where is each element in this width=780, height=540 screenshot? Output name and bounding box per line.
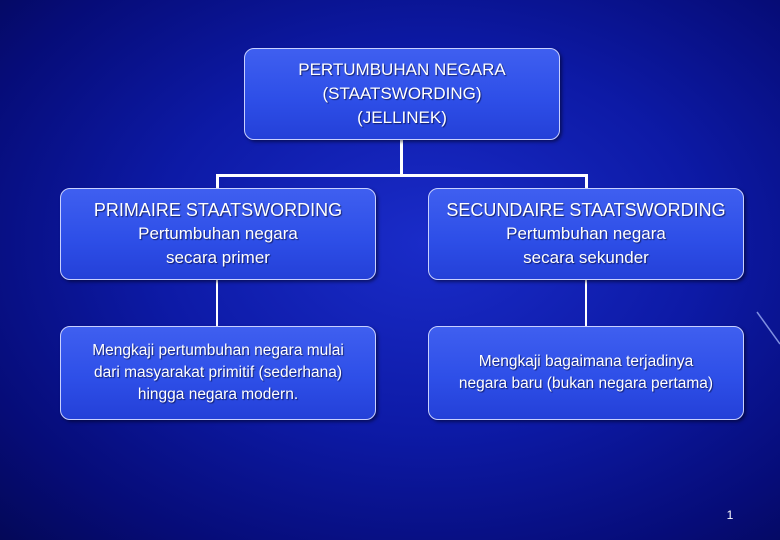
slide-number: 1 (726, 508, 734, 522)
secundaire-desc-line-1: Mengkaji bagaimana terjadinya (478, 353, 694, 370)
primaire-subtitle-2: secara primer (166, 248, 270, 267)
primaire-desc-line-2: dari masyarakat primitif (sederhana) (93, 364, 343, 381)
connector-root-down (400, 140, 403, 176)
secundaire-node (428, 188, 744, 280)
connector-right-down (585, 174, 588, 188)
connector-left-vertical (216, 280, 218, 326)
secundaire-description-node (428, 326, 744, 420)
decorative-diagonal-line (755, 310, 780, 350)
secundaire-subtitle-1: Pertumbuhan negara (506, 224, 666, 243)
secundaire-subtitle-2: secara sekunder (523, 248, 649, 267)
primaire-desc-line-3: hingga negara modern. (137, 386, 299, 403)
primaire-desc-line-1: Mengkaji pertumbuhan negara mulai (92, 342, 344, 359)
primaire-title: PRIMAIRE STAATSWORDING (93, 200, 343, 220)
primaire-subtitle-1: Pertumbuhan negara (138, 224, 298, 243)
root-line-2: (STAATSWORDING) (322, 84, 482, 103)
root-node (244, 48, 560, 140)
secundaire-desc-line-2: negara baru (bukan negara pertama) (458, 375, 714, 392)
connector-horizontal (216, 174, 588, 177)
secundaire-title: SECUNDAIRE STAATSWORDING (446, 200, 726, 220)
root-line-3: (JELLINEK) (357, 108, 447, 127)
connector-left-down (216, 174, 219, 188)
root-line-1: PERTUMBUHAN NEGARA (298, 60, 506, 79)
connector-right-vertical (585, 280, 587, 326)
primaire-description-node (60, 326, 376, 420)
primaire-node (60, 188, 376, 280)
